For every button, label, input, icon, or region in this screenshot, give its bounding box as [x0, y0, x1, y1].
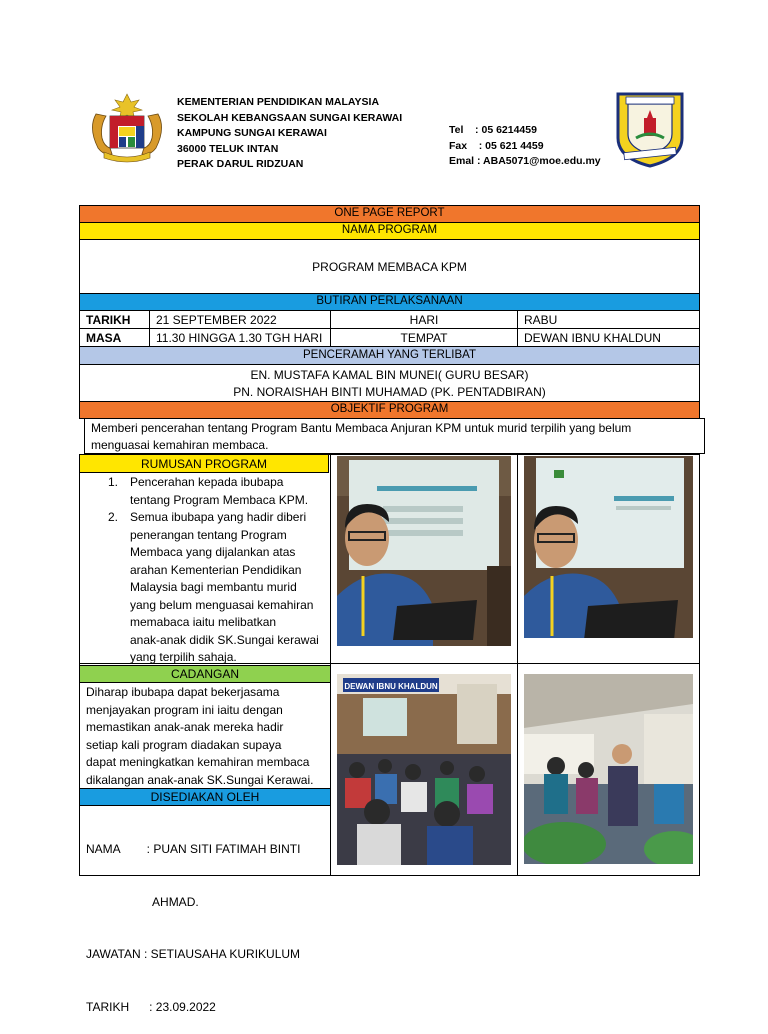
program-name-box [79, 239, 700, 294]
tarikh-label-cell: TARIKH [79, 310, 150, 329]
penceramah-label: PENCERAMAH YANG TERLIBAT [303, 348, 476, 361]
disediakan-text: NAMA : PUAN SITI FATIMAH BINTI AHMAD. JAWATAN : SETIAUSAHA KURIKULUM TARIKH : 23.09.2022 [86, 842, 301, 1014]
disediakan-label: DISEDIAKAN OLEH [150, 790, 260, 804]
rumusan-list [96, 474, 332, 667]
objektif-bar [79, 401, 700, 419]
rumusan-bar [79, 454, 329, 473]
school-badge-logo [614, 88, 686, 168]
tempat-value-cell: DEWAN IBNU KHALDUN [517, 328, 700, 347]
hari-label-cell: HARI [330, 310, 518, 329]
hari-value-cell: RABU [517, 310, 700, 329]
disediakan-bar [79, 788, 331, 806]
nama-program-bar [79, 222, 700, 240]
rumusan-label: RUMUSAN PROGRAM [140, 456, 267, 471]
penceramah-bar [79, 346, 700, 365]
penceramah-name: PN. NORAISHAH BINTI MUHAMAD (PK. PENTADBIRAN) [233, 385, 546, 399]
tempat-label-cell: TEMPAT [330, 328, 518, 347]
photo-presenter-1 [337, 456, 511, 646]
photo-hall-audience [337, 674, 511, 865]
butiran-label: BUTIRAN PERLAKSANAAN [316, 295, 463, 308]
address-line: KEMENTERIAN PENDIDIKAN MALAYSIA [177, 96, 380, 108]
photo-presenter-2 [524, 456, 693, 638]
tarikh-value-cell: 21 SEPTEMBER 2022 [149, 310, 331, 329]
penceramah-box [79, 364, 700, 402]
hall-sign-text: DEWAN IBNU KHALDUN [344, 682, 438, 691]
objektif-box [84, 418, 705, 454]
address-line: SEKOLAH KEBANGSAAN SUNGAI KERAWAI [177, 111, 403, 124]
masa-value-cell: 11.30 HINGGA 1.30 TGH HARI [149, 328, 331, 347]
address-line: 36000 TELUK INTAN [177, 142, 279, 155]
coat-of-arms-logo [86, 92, 168, 164]
contact-tel: Tel : 05 6214459 [449, 124, 537, 136]
address-line: KAMPUNG SUNGAI KERAWAI [177, 127, 327, 139]
contact-email: Emal : ABA5071@moe.edu.my [449, 155, 601, 167]
masa-label-cell: MASA [79, 328, 150, 347]
list-item: 1. Pencerahan kepada ibubapa tentang Program Membaca KPM. [108, 475, 309, 507]
school-address [177, 95, 402, 173]
objektif-line: Memberi pencerahan tentang Program Bantu Membaca Anjuran KPM untuk murid terpilih yang belum [91, 421, 632, 435]
penceramah-name: EN. MUSTAFA KAMAL BIN MUNEI( GURU BESAR) [250, 368, 529, 382]
butiran-bar [79, 293, 700, 311]
photo-parents-seated [524, 674, 693, 864]
objektif-label: OBJEKTIF PROGRAM [330, 403, 449, 416]
cadangan-text: Diharap ibubapa dapat bekerjasama menjayakan program ini iaitu dengan memastikan anak-anak mereka hadir setiap kali program diadakan supaya dapat meningkatkan kemahiran membaca dikalangan anak-anak SK.Sungai Kerawai. [86, 685, 314, 787]
nama-program-label: NAMA PROGRAM [341, 224, 438, 237]
program-name: PROGRAM MEMBACA KPM [312, 259, 467, 274]
cadangan-label: CADANGAN [170, 667, 239, 681]
report-title-bar [79, 205, 700, 223]
contact-fax: Fax : 05 621 4459 [449, 139, 544, 152]
objektif-line: menguasai kemahiran membaca. [91, 438, 269, 452]
letterhead [0, 0, 768, 200]
address-line: PERAK DARUL RIDZUAN [177, 158, 304, 170]
school-contact [449, 123, 601, 170]
cadangan-bar [79, 665, 331, 683]
report-title: ONE PAGE REPORT [334, 207, 445, 220]
list-item: 2. Semua ibubapa yang hadir diberi penerangan tentang Program Membaca yang dijalankan atas arahan Kementerian Pendidikan Malaysia bagi membantu murid yang belum menguasai kemahiran memabaca iaitu melibatkan anak-anak didik SK.Sungai kerawai yang terpilih sahaja. [108, 510, 319, 664]
